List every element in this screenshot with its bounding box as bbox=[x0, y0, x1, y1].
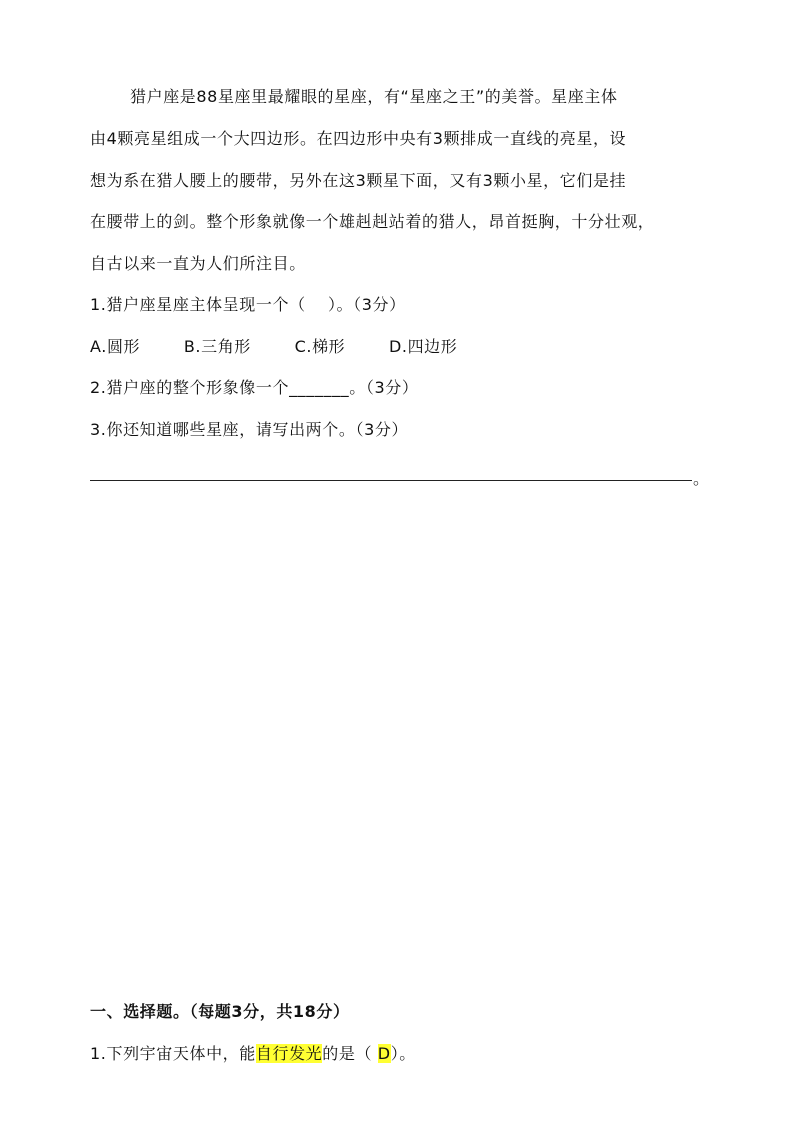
section-title: 一、选择题。（每题3分，共18分） bbox=[90, 1002, 350, 1021]
answer-highlight: D bbox=[377, 1044, 391, 1063]
option-d: D.四边形 bbox=[388, 337, 458, 356]
highlighted-phrase: 自行发光 bbox=[255, 1044, 323, 1063]
section-question-1 bbox=[90, 1043, 710, 1065]
option-b: B.三角形 bbox=[183, 337, 251, 356]
answer-blank-line bbox=[90, 472, 692, 481]
passage-line-2: 由4颗亮星组成一个大四边形。在四边形中央有3颗排成一直线的亮星，设 bbox=[90, 129, 627, 148]
section-q1-suffix: ）。 bbox=[390, 1044, 416, 1063]
section-q1-middle: 的是（ bbox=[322, 1044, 378, 1063]
question-2: 2.猎户座的整个形象像一个_______。（3分） bbox=[90, 378, 419, 397]
question-1-options bbox=[90, 336, 710, 358]
passage-line-3: 想为系在猎人腰上的腰带，另外在这3颗星下面，又有3颗小星，它们是挂 bbox=[90, 171, 627, 190]
question-1: 1.猎户座星座主体呈现一个（ ）。（3分） bbox=[90, 295, 406, 314]
answer-end-period: 。 bbox=[693, 469, 710, 488]
section-q1-prefix: 1.下列宇宙天体中，能 bbox=[90, 1044, 256, 1063]
question-3: 3.你还知道哪些星座，请写出两个。（3分） bbox=[90, 420, 409, 439]
passage-line-1: 猎户座是88星座里最耀眼的星座，有“星座之王”的美誉。星座主体 bbox=[130, 87, 618, 106]
passage-line-4: 在腰带上的剑。整个形象就像一个雄赳赳站着的猎人，昂首挺胸，十分壮观， bbox=[90, 212, 655, 231]
passage-line-5: 自古以来一直为人们所注目。 bbox=[90, 254, 306, 273]
option-a: A.圆形 bbox=[90, 337, 141, 356]
option-c: C.梯形 bbox=[294, 337, 346, 356]
